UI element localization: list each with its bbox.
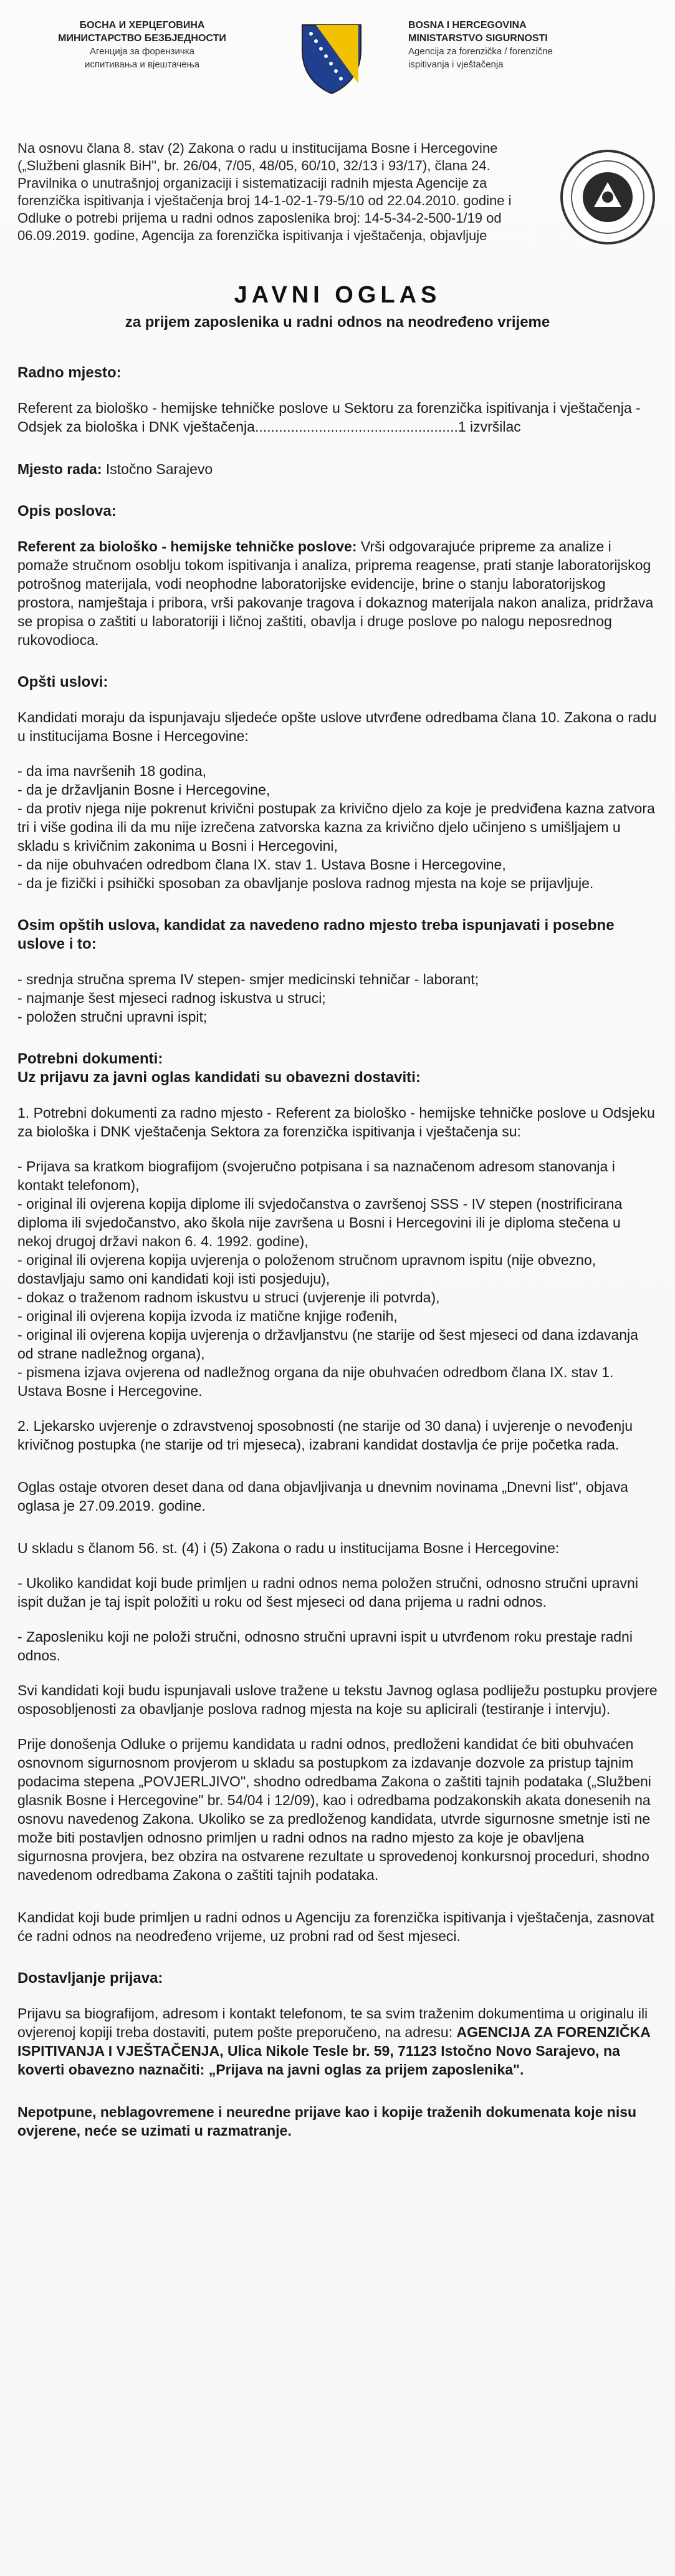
list-item: - original ili ovjerena kopija uvjerenja o državljanstvu (ne starije od šest mjeseci od dana izdavanja od strane nadležnog organa), [17,1327,638,1362]
list-item: - Prijava sa kratkom biografijom (svojeručno potpisana i sa naznačenom adresom stanovanja i kontakt telefonom), [17,1158,615,1193]
opsti-list [17,762,658,893]
clan56-paragraph: U skladu s članom 56. st. (4) i (5) Zakona o radu u institucijama Bosne i Hercegovine: [17,1540,560,1556]
section-opsti-heading: Opšti uslovi: [17,674,108,690]
list-item: - da nije obuhvaćen odredbom člana IX. stav 1. Ustava Bosne i Hercegovine, [17,856,506,873]
list-item: - pismena izjava ovjerena od nadležnog organa da nije obuhvaćen odredbom člana IX. stav 1. Ustava Bosne i Hercegovine. [17,1364,614,1399]
list-item: - original ili ovjerena kopija uvjerenja o položenom stručnom upravnom ispitu (nije obvezno, dostavljaju samo oni kandidati koji isti posjeduju), [17,1252,596,1287]
mjesto-rada-line [17,460,658,478]
dokumenti-p1: 1. Potrebni dokumenti za radno mjesto - Referent za biološko - hemijske tehničke poslove u Odsjeku za biološka i DNK vještačenja Sektora za forenzička ispitivanja i vještačenja su: [17,1105,655,1140]
letterhead-left-line2: МИНИСТАРСТВО БЕЗБЈЕДНОСТИ [58,33,226,44]
dostavljanje-address: AGENCIJA ZA FORENZIČKA ISPITIVANJA I VJEŠTAČENJA, Ulica Nikole Tesle br. 59, 71123 Istočno Novo Sarajevo, na koverti obavezno naznačiti: „Prijava na javni oglas za prijem zaposlenika". [17,2024,650,2078]
section-radno-mjesto-heading: Radno mjesto: [17,364,122,381]
dokumenti-list [17,1157,658,1400]
opsti-intro: Kandidati moraju da ispunjavaju sljedeće opšte uslove utvrđene odredbama člana 10. Zakona o radu u institucijama Bosne i Hercegovine: [17,709,657,744]
ad-subtitle: za prijem zaposlenika u radni odnos na neodređeno vrijeme [125,314,550,331]
dostavljanje-text: Prijavu sa biografijom, adresom i kontakt telefonom, te sa svim traženim dokumentima u originalu ili ovjerenoj kopiji treba dostaviti, putem pošte preporučeno, na adresu: [17,2005,648,2040]
mjesto-rada-label: Mjesto rada: [17,461,102,477]
list-item: - original ili ovjerena kopija izvoda iz matične knjige rođenih, [17,1308,398,1324]
letterhead-latin [396,19,658,71]
coat-of-arms-icon [297,21,366,96]
list-item: - srednja stručna sprema IV stepen- smjer medicinski tehničar - laborant; [17,971,479,987]
opis-paragraph [17,537,658,649]
napomena-paragraph: Nepotpune, neblagovremene i neuredne prijave kao i kopije traženih dokumenata koje nisu ovjerene, neće se uzimati u razmatranje. [17,2104,637,2139]
letterhead-right-line2: MINISTARSTVO SIGURNOSTI [408,33,548,44]
letterhead-right-line4: ispitivanja i vještačenja [408,59,504,70]
list-item: - dokaz o traženom radnom iskustvu u struci (uvjerenje ili potvrda), [17,1289,440,1305]
section-dostavljanje-heading: Dostavljanje prijava: [17,1970,163,1987]
list-item: - original ili ovjerena kopija diplome ili svjedočanstva o završenoj SSS - IV stepen (nostrificirana diploma ili svjedočanstvo, ako škola nije završena u Bosni i Hercegovini ili je diploma stečena u nekoj drugoj državi nakon 6. 4. 1992. godine), [17,1196,623,1249]
letterhead-right-line3: Agencija za forenzička / forenzične [408,46,553,57]
section-opis-heading: Opis poslova: [17,503,117,520]
probni-rad-paragraph: Kandidat koji bude primljen u radni odnos u Agenciju za forenzička ispitivanja i vještačenja, zasnovat će radni odnos na neodređeno vrijeme, uz probni rad od šest mjeseci. [17,1909,654,1944]
letterhead-left-line3: Агенција за форензичка [90,46,194,57]
letterhead-left-line1: БОСНА И ХЕРЦЕГОВИНА [79,20,205,31]
list-item: - da protiv njega nije pokrenut krivični postupak za krivično djelo za koje je predviđena kazna zatvora tri i više godina ili da mu nije izrečena zatvorska kazna za krivično djelo učinjeno s umišljajem u skladu s krivičnim zakonima u Bosni i Hercegovini, [17,800,655,854]
ad-title: JAVNI OGLAS [234,282,441,308]
list-item: - da je državljanin Bosne i Hercegovine, [17,782,270,798]
section-posebni-heading: Osim opštih uslova, kandidat za navedeno radno mjesto treba ispunjavati i posebne uslove i to: [17,917,615,952]
sigurnost-paragraph: Prije donošenja Odluke o prijemu kandidata u radni odnos, predloženi kandidat će biti obuhvaćen osnovnom sigurnosnom provjerom u skladu sa postupkom za izdavanje dozvole za pristup tajnim podacima stepena „POVJERLJIVO", shodno odredbama Zakona o zaštiti tajnih podataka („Službeni glasnik Bosne i Hercegovine" br. 54/04 i 12/09), kao i odredbama podzakonskih akata donesenih na osnovu navedenog Zakona. Ukoliko se za predloženog kandidata, utvrde sigurnosne smetnje isti ne može biti postavljen odnosno primljen u radni odnos na radno mjesto za koje je obavljena sigurnosna provjera, bez obzira na ostvarene rezultate u sprovedenoj konkursnoj proceduri, shodno navedenom odredbama Zakona o zaštiti tajnih podataka. [17,1736,651,1883]
posebni-list [17,970,658,1026]
agency-seal-icon [558,147,658,247]
section-dokumenti-heading: Potrebni dokumenti: [17,1050,163,1067]
testiranje-paragraph: Svi kandidati koji budu ispunjavali uslove tražene u tekstu Javnog oglasa podliježu postupku provjere osposobljenosti za obavljanje poslova radnog mjesta na koje su aplicirali (testiranje i intervju). [17,1682,658,1717]
intro-block [17,140,658,247]
list-item: - položen stručni upravni ispit; [17,1009,208,1025]
opis-lead: Referent za biološko - hemijske tehničke poslove: [17,538,357,554]
section-dokumenti-subheading: Uz prijavu za javni oglas kandidati su obavezni dostaviti: [17,1069,421,1086]
dokumenti-p2: 2. Ljekarsko uvjerenje o zdravstvenoj sposobnosti (ne starije od 30 dana) i uvjerenje o nevođenju krivičnog postupka (ne starije od tri mjeseca), izabrani kandidat dostavlja će prije početka rada. [17,1418,633,1453]
radno-mjesto-text: Referent za biološko - hemijske tehničke poslove u Sektoru za forenzička ispitivanja i vještačenja - Odsjek za biološka i DNK vještačenja...................................................1 izvršilac [17,400,641,435]
letterhead-left-line4: испитивања и вјештачења [84,59,200,70]
oglas-otvoren-paragraph: Oglas ostaje otvoren deset dana od dana objavljivanja u dnevnim novinama „Dnevni list", objava oglasa je 27.09.2019. godine. [17,1479,628,1514]
list-item: - najmanje šest mjeseci radnog iskustva u struci; [17,990,326,1006]
letterhead-cyrillic [17,19,267,71]
letterhead-right-line1: BOSNA I HERCEGOVINA [408,20,527,31]
opis-text: Vrši odgovarajuće pripreme za analize i pomaže stručnom osoblju tokom ispitivanja i analiza, priprema reagense, prati stanje laboratorijskog potrošnog materijala, vodi neophodne laboratorijske evidencije, brine o stanju laboratorijskog prostora, namještaja i pribora, vrši pakovanje tragova i dokaznog materijala nakon analiza, pridržava se propisa o zaštiti u laboratoriji i ličnoj zaštiti, obavlja i druge poslove po nalogu neposrednog rukovodioca. [17,538,654,648]
list-item: - da je fizički i psihički sposoban za obavljanje poslova radnog mjesta na koje se prijavljuje. [17,875,594,891]
dostavljanje-paragraph [17,2004,658,2079]
clan56-item2: - Zaposleniku koji ne položi stručni, odnosno stručni upravni ispit u utvrđenom roku prestaje radni odnos. [17,1629,633,1663]
clan56-item1: - Ukoliko kandidat koji bude primljen u radni odnos nema položen stručni, odnosno stručni upravni ispit dužan je taj ispit položiti u roku od šest mjeseci od dana prijema u radni odnos. [17,1575,638,1610]
letterhead [17,19,658,131]
list-item: - da ima navršenih 18 godina, [17,763,207,779]
mjesto-rada-value: Istočno Sarajevo [102,461,213,477]
intro-paragraph: Na osnovu člana 8. stav (2) Zakona o radu u institucijama Bosne i Hercegovine („Službeni glasnik BiH", br. 26/04, 7/05, 48/05, 60/10, 32/13 i 93/17), člana 24. Pravilnika o unutrašnjoj organizaciji i sistematizaciji radnih mjesta Agencije za forenzička ispitivanja i vještačenja broj 14-1-02-1-79-5/10 od 22.04.2010. godine i Odluke o potrebi prijema u radni odnos zaposlenika broj: 14-5-34-2-500-1/19 od 06.09.2019. godine, Agencija za forenzička ispitivanja i vještačenja, objavljuje [17,140,512,243]
